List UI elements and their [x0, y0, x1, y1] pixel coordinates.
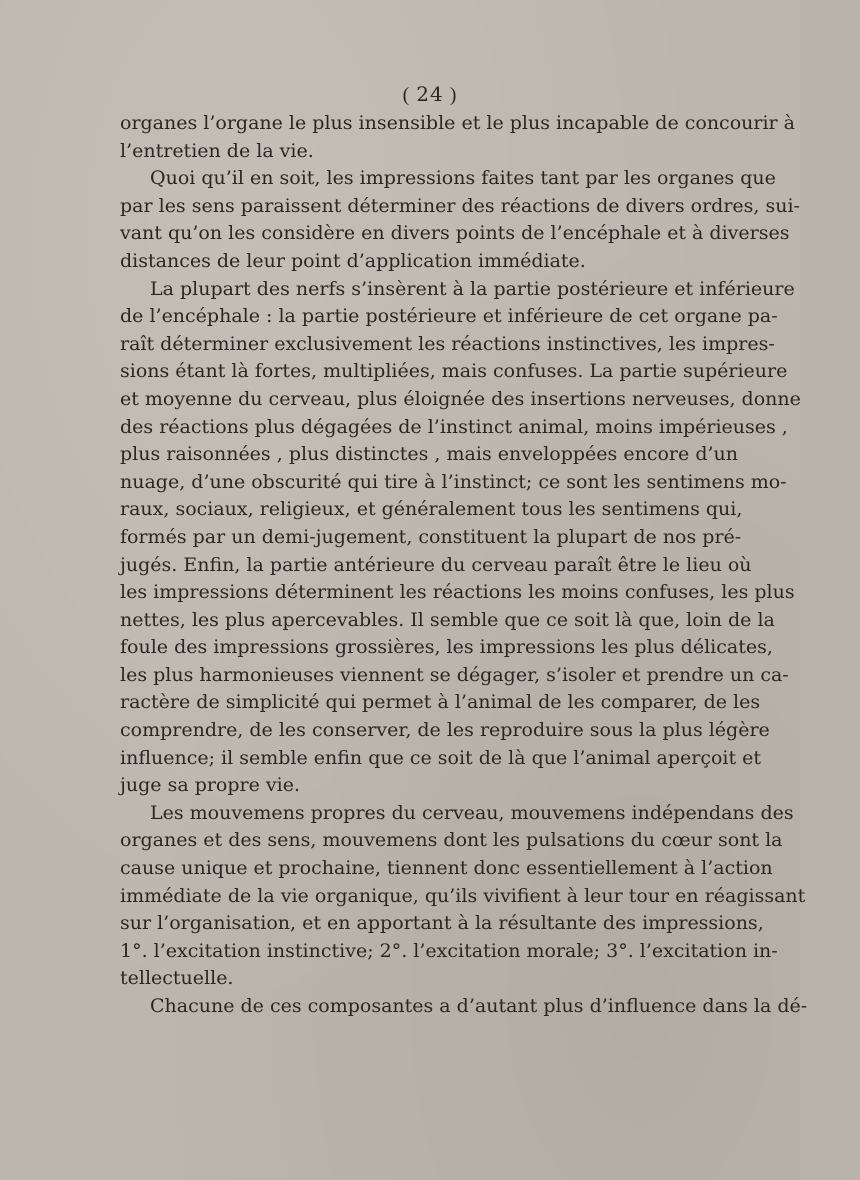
text-line: 1°. l’excitation instinctive; 2°. l’excitation morale; 3°. l’excitation in-: [120, 939, 778, 962]
text-line: de l’encéphale : la partie postérieure et inférieure de cet organe pa-: [120, 305, 778, 328]
body-text: [120, 110, 808, 1021]
text-line: des réactions plus dégagées de l’instinct animal, moins impérieuses ,: [120, 415, 788, 438]
text-line: organes l’organe le plus insensible et le plus incapable de concourir à: [120, 112, 795, 134]
text-line: cause unique et prochaine, tiennent donc essentiellement à l’action: [120, 857, 773, 880]
text-line: influence; il semble enfin que ce soit de là que l’animal aperçoit et: [120, 746, 762, 769]
text-line: Quoi qu’il en soit, les impressions faites tant par les organes que: [150, 167, 776, 190]
text-line: Les mouvemens propres du cerveau, mouvemens indépendans des: [150, 801, 794, 824]
text-line: organes et des sens, mouvemens dont les pulsations du cœur sont la: [120, 829, 783, 852]
text-line: distances de leur point d’application immédiate.: [120, 249, 586, 272]
text-line: nettes, les plus apercevables. Il semble que ce soit là que, loin de la: [120, 608, 775, 631]
text-line: raux, sociaux, religieux, et généralement tous les sentimens qui,: [120, 498, 743, 521]
text-line: vant qu’on les considère en divers points de l’encéphale et à diverses: [120, 222, 790, 245]
text-line: tellectuelle.: [120, 967, 234, 990]
text-line: juge sa propre vie.: [120, 774, 300, 797]
page-number: ( 24 ): [402, 82, 458, 106]
text-line: sur l’organisation, et en apportant à la résultante des impressions,: [120, 912, 764, 935]
text-line: jugés. Enfin, la partie antérieure du cerveau paraît être le lieu où: [120, 553, 752, 576]
text-line: l’entretien de la vie.: [120, 139, 314, 162]
text-line: par les sens paraissent déterminer des réactions de divers ordres, sui-: [120, 194, 800, 217]
text-line: nuage, d’une obscurité qui tire à l’instinct; ce sont les sentimens mo-: [120, 470, 787, 493]
text-line: La plupart des nerfs s’insèrent à la partie postérieure et inférieure: [150, 277, 795, 300]
page-number-value: 24: [416, 82, 444, 106]
text-line: immédiate de la vie organique, qu’ils vivifient à leur tour en réagissant: [120, 884, 806, 907]
text-line: formés par un demi-jugement, constituent la plupart de nos pré-: [120, 525, 742, 548]
text-line: et moyenne du cerveau, plus éloignée des insertions nerveuses, donne: [120, 387, 801, 410]
text-line: comprendre, de les conserver, de les reproduire sous la plus légère: [120, 719, 770, 742]
text-line: les plus harmonieuses viennent se dégager, s’isoler et prendre un ca-: [120, 663, 789, 686]
text-line: plus raisonnées , plus distinctes , mais enveloppées encore d’un: [120, 443, 738, 466]
text-line: Chacune de ces composantes a d’autant plus d’influence dans la dé-: [150, 995, 808, 1017]
text-line: ractère de simplicité qui permet à l’animal de les comparer, de les: [120, 691, 761, 714]
text-line: sions étant là fortes, multipliées, mais confuses. La partie supérieure: [120, 360, 788, 383]
text-line: foule des impressions grossières, les impressions les plus délicates,: [120, 636, 773, 659]
text-line: raît déterminer exclusivement les réactions instinctives, les impres-: [120, 332, 775, 355]
text-line: les impressions déterminent les réactions les moins confuses, les plus: [120, 581, 795, 604]
